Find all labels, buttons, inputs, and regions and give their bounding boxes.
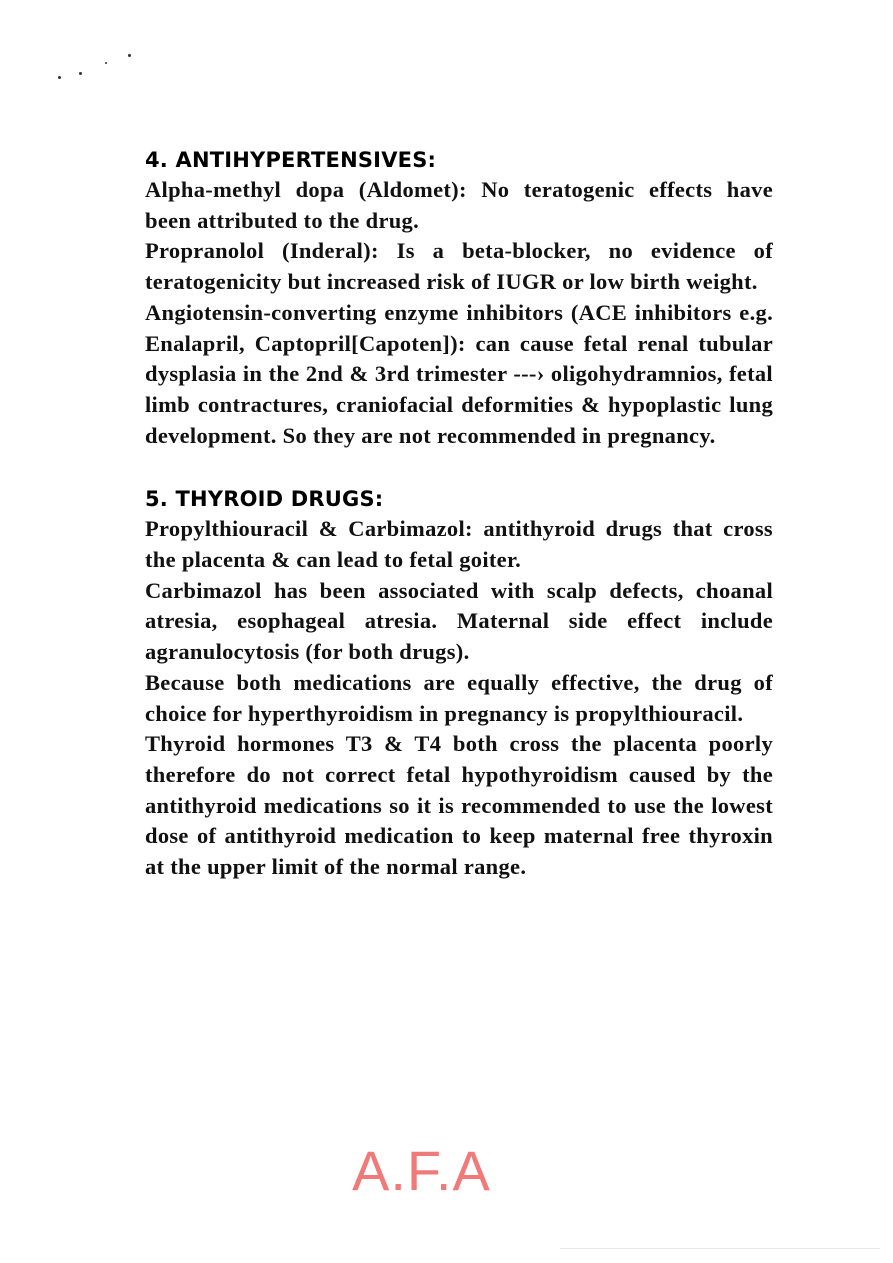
- section-spacer: [145, 451, 773, 484]
- paragraph-thyroid-hormones: Thyroid hormones T3 & T4 both cross the placenta poorly therefore do not correct fetal hypothyroidism caused by the antithyroid medications so it is recommended to use the lowest dose of antithyroid medication to keep maternal free thyroxin at the upper limit of the normal range.: [145, 731, 773, 880]
- paragraph-aldomet: Alpha-methyl dopa (Aldomet): No teratogenic effects have been attributed to the drug.: [145, 177, 773, 233]
- paragraph-carbimazol: Carbimazol has been associated with scalp defects, choanal atresia, esophageal atresia. Maternal side effect include agranulocytosis (for both drugs).: [145, 577, 773, 665]
- speck: [58, 76, 61, 79]
- paragraph-ace-inhibitors: Angiotensin-converting enzyme inhibitors (ACE inhibitors e.g. Enalapril, Captopril[Capoten]): can cause fetal renal tubular dysplasia in the 2nd & 3rd trimester ---› oligohydramnios, fetal limb contractures, craniofacial deformities & hypoplastic lung development. So they are not recommended in pregnancy.: [145, 299, 773, 448]
- section-heading-antihypertensives: 4. ANTIHYPERTENSIVES:: [145, 148, 437, 172]
- scan-specks: [55, 50, 145, 90]
- speck: [105, 62, 107, 64]
- speck: [128, 54, 131, 57]
- document-page: [145, 145, 773, 883]
- paragraph-propranolol: Propranolol (Inderal): Is a beta-blocker, no evidence of teratogenicity but increased risk of IUGR or low birth weight.: [145, 238, 773, 295]
- author-stamp: A.F.A: [352, 1139, 491, 1202]
- section-heading-thyroid-drugs: 5. THYROID DRUGS:: [145, 487, 384, 512]
- paragraph-propylthiouracil: Propylthiouracil & Carbimazol: antithyroid drugs that cross the placenta & can lead to fetal goiter.: [145, 516, 773, 573]
- speck: [79, 72, 82, 75]
- scan-artifact-line: [560, 1248, 880, 1249]
- paragraph-drug-of-choice: Because both medications are equally effective, the drug of choice for hyperthyroidism in pregnancy is propylthiouracil.: [145, 669, 773, 726]
